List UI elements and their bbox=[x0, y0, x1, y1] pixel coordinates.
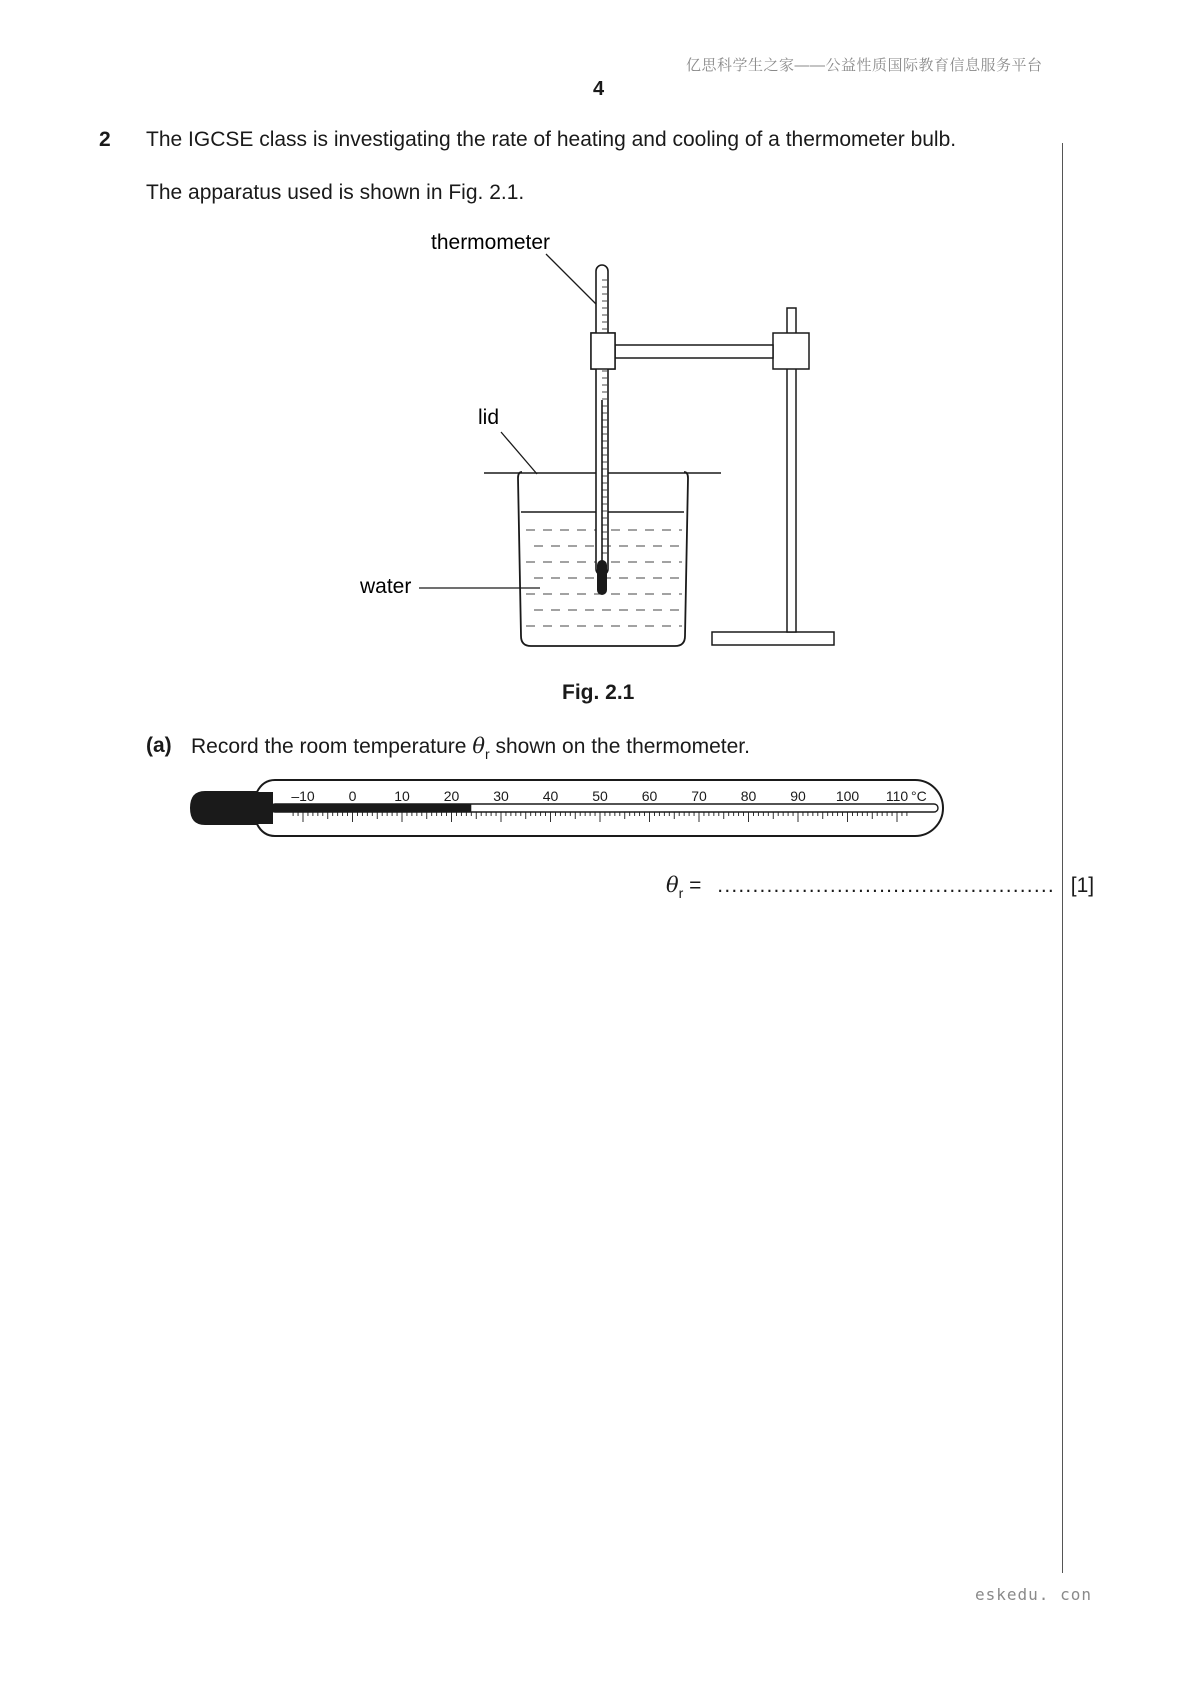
figure-caption: Fig. 2.1 bbox=[562, 681, 635, 704]
scale-tick-label: 70 bbox=[691, 788, 707, 804]
theta-subscript: r bbox=[484, 746, 490, 762]
part-a-text-after: shown on the thermometer. bbox=[495, 735, 750, 758]
scale-tick-label: 30 bbox=[493, 788, 509, 804]
part-a-label: (a) bbox=[146, 734, 172, 757]
answer-theta-subscript: r bbox=[678, 885, 684, 901]
footer-watermark: eskedu. con bbox=[975, 1585, 1092, 1604]
scale-tick-label: –10 bbox=[291, 788, 315, 804]
horizontal-thermometer bbox=[185, 776, 945, 840]
header-watermark: 亿思科学生之家——公益性质国际教育信息服务平台 bbox=[686, 57, 1043, 74]
scale-tick-label: 50 bbox=[592, 788, 608, 804]
thermometer-bulb bbox=[191, 792, 273, 824]
scale-tick-label: 0 bbox=[348, 788, 357, 804]
answer-equals: = bbox=[689, 874, 702, 897]
vertical-thermometer bbox=[591, 265, 615, 595]
part-a-question bbox=[191, 734, 750, 762]
scale-tick-label: 110 bbox=[885, 788, 909, 804]
scale-tick-label: 20 bbox=[443, 788, 460, 804]
marks-indicator: [1] bbox=[1070, 874, 1095, 897]
scale-tick-label: 100 bbox=[835, 788, 860, 804]
scale-unit: °C bbox=[911, 788, 927, 804]
thermometer-leader bbox=[546, 254, 598, 306]
lid-label: lid bbox=[478, 406, 500, 429]
lid-leader bbox=[501, 432, 537, 474]
scale-tick-label: 10 bbox=[394, 788, 410, 804]
answer-theta: θ bbox=[666, 873, 679, 897]
scale-tick-label: 40 bbox=[542, 788, 559, 804]
scale-tick-label: 60 bbox=[641, 788, 658, 804]
water-label: water bbox=[360, 575, 412, 598]
page-number: 4 bbox=[593, 78, 605, 100]
answer-blank[interactable]: ................................................ bbox=[717, 874, 1055, 897]
apparatus-diagram bbox=[0, 0, 1191, 720]
question-intro: The IGCSE class is investigating the rate of heating and cooling of a thermometer bulb. bbox=[146, 128, 957, 151]
thermometer-label: thermometer bbox=[431, 231, 551, 254]
theta-symbol: θ bbox=[472, 734, 485, 758]
question-number: 2 bbox=[99, 128, 111, 151]
scale-tick-label: 90 bbox=[790, 788, 806, 804]
part-a-text-before: Record the room temperature bbox=[191, 735, 467, 758]
apparatus-text: The apparatus used is shown in Fig. 2.1. bbox=[146, 181, 525, 204]
scale-tick-label: 80 bbox=[740, 788, 757, 804]
retort-stand bbox=[591, 308, 834, 645]
thermometer-liquid bbox=[271, 804, 471, 812]
answer-line bbox=[666, 873, 1095, 901]
